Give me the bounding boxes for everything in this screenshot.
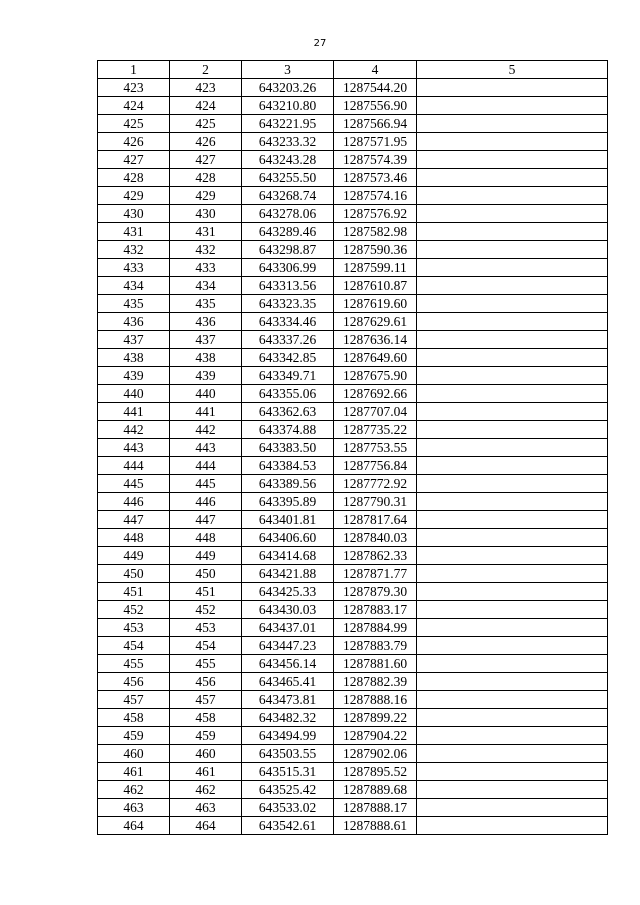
table-row bbox=[98, 421, 608, 439]
table-cell-col-5 bbox=[417, 241, 608, 259]
table-cell-col-4: 1287707.04 bbox=[334, 403, 417, 421]
table-row bbox=[98, 781, 608, 799]
table-cell-col-3: 643289.46 bbox=[242, 223, 334, 241]
table-cell-col-1: 427 bbox=[98, 151, 170, 169]
table-cell-col-1: 438 bbox=[98, 349, 170, 367]
column-header-2: 2 bbox=[170, 61, 242, 79]
table-cell-col-5 bbox=[417, 385, 608, 403]
table-cell-col-3: 643456.14 bbox=[242, 655, 334, 673]
table-cell-col-1: 454 bbox=[98, 637, 170, 655]
table-cell-col-1: 450 bbox=[98, 565, 170, 583]
table-cell-col-1: 443 bbox=[98, 439, 170, 457]
table-cell-col-5 bbox=[417, 331, 608, 349]
table-cell-col-4: 1287566.94 bbox=[334, 115, 417, 133]
table-cell-col-3: 643334.46 bbox=[242, 313, 334, 331]
table-cell-col-2: 440 bbox=[170, 385, 242, 403]
table-cell-col-5 bbox=[417, 817, 608, 835]
table-cell-col-2: 439 bbox=[170, 367, 242, 385]
table-row bbox=[98, 169, 608, 187]
table-cell-col-5 bbox=[417, 619, 608, 637]
table-cell-col-4: 1287574.39 bbox=[334, 151, 417, 169]
table-cell-col-3: 643255.50 bbox=[242, 169, 334, 187]
table-cell-col-4: 1287888.16 bbox=[334, 691, 417, 709]
table-cell-col-5 bbox=[417, 169, 608, 187]
table-cell-col-1: 425 bbox=[98, 115, 170, 133]
table-cell-col-3: 643203.26 bbox=[242, 79, 334, 97]
table-cell-col-4: 1287883.17 bbox=[334, 601, 417, 619]
table-cell-col-5 bbox=[417, 277, 608, 295]
table-cell-col-5 bbox=[417, 97, 608, 115]
table-cell-col-4: 1287840.03 bbox=[334, 529, 417, 547]
table-cell-col-4: 1287610.87 bbox=[334, 277, 417, 295]
table-cell-col-4: 1287817.64 bbox=[334, 511, 417, 529]
table-cell-col-5 bbox=[417, 457, 608, 475]
table-cell-col-3: 643482.32 bbox=[242, 709, 334, 727]
table-row bbox=[98, 691, 608, 709]
table-cell-col-5 bbox=[417, 691, 608, 709]
table-row bbox=[98, 547, 608, 565]
table-cell-col-3: 643362.63 bbox=[242, 403, 334, 421]
table-cell-col-2: 426 bbox=[170, 133, 242, 151]
table-cell-col-1: 460 bbox=[98, 745, 170, 763]
table-cell-col-5 bbox=[417, 349, 608, 367]
table-cell-col-3: 643430.03 bbox=[242, 601, 334, 619]
table-header bbox=[98, 61, 608, 79]
table-cell-col-3: 643425.33 bbox=[242, 583, 334, 601]
table-cell-col-5 bbox=[417, 133, 608, 151]
table-cell-col-2: 451 bbox=[170, 583, 242, 601]
table-cell-col-2: 431 bbox=[170, 223, 242, 241]
table-cell-col-5 bbox=[417, 529, 608, 547]
table-cell-col-4: 1287619.60 bbox=[334, 295, 417, 313]
table-cell-col-4: 1287571.95 bbox=[334, 133, 417, 151]
table-cell-col-2: 442 bbox=[170, 421, 242, 439]
table-cell-col-5 bbox=[417, 205, 608, 223]
table-row bbox=[98, 403, 608, 421]
table-cell-col-4: 1287881.60 bbox=[334, 655, 417, 673]
table-cell-col-2: 438 bbox=[170, 349, 242, 367]
table-cell-col-5 bbox=[417, 745, 608, 763]
table-row bbox=[98, 295, 608, 313]
table-cell-col-5 bbox=[417, 781, 608, 799]
table-cell-col-4: 1287574.16 bbox=[334, 187, 417, 205]
table-cell-col-2: 433 bbox=[170, 259, 242, 277]
table-cell-col-3: 643374.88 bbox=[242, 421, 334, 439]
table-cell-col-4: 1287629.61 bbox=[334, 313, 417, 331]
table-row bbox=[98, 565, 608, 583]
table-cell-col-3: 643533.02 bbox=[242, 799, 334, 817]
table-cell-col-2: 443 bbox=[170, 439, 242, 457]
table-cell-col-2: 455 bbox=[170, 655, 242, 673]
table-cell-col-4: 1287649.60 bbox=[334, 349, 417, 367]
table-cell-col-1: 428 bbox=[98, 169, 170, 187]
table-cell-col-2: 445 bbox=[170, 475, 242, 493]
table-cell-col-3: 643437.01 bbox=[242, 619, 334, 637]
table-cell-col-3: 643342.85 bbox=[242, 349, 334, 367]
table-cell-col-2: 459 bbox=[170, 727, 242, 745]
table-cell-col-5 bbox=[417, 763, 608, 781]
table-cell-col-2: 444 bbox=[170, 457, 242, 475]
table-row bbox=[98, 583, 608, 601]
table-cell-col-3: 643210.80 bbox=[242, 97, 334, 115]
table-cell-col-4: 1287556.90 bbox=[334, 97, 417, 115]
table-cell-col-2: 452 bbox=[170, 601, 242, 619]
table-row bbox=[98, 331, 608, 349]
table-cell-col-3: 643278.06 bbox=[242, 205, 334, 223]
table-row bbox=[98, 655, 608, 673]
table-cell-col-5 bbox=[417, 601, 608, 619]
table-row bbox=[98, 799, 608, 817]
header-row bbox=[98, 61, 608, 79]
table-cell-col-4: 1287790.31 bbox=[334, 493, 417, 511]
table-cell-col-5 bbox=[417, 583, 608, 601]
table-row bbox=[98, 673, 608, 691]
table-row bbox=[98, 97, 608, 115]
table-cell-col-3: 643503.55 bbox=[242, 745, 334, 763]
table-cell-col-2: 456 bbox=[170, 673, 242, 691]
table-cell-col-5 bbox=[417, 709, 608, 727]
table-cell-col-2: 458 bbox=[170, 709, 242, 727]
table-cell-col-1: 430 bbox=[98, 205, 170, 223]
table-cell-col-4: 1287590.36 bbox=[334, 241, 417, 259]
table-cell-col-2: 425 bbox=[170, 115, 242, 133]
table-cell-col-5 bbox=[417, 439, 608, 457]
table-cell-col-5 bbox=[417, 403, 608, 421]
table-cell-col-2: 448 bbox=[170, 529, 242, 547]
table-row bbox=[98, 529, 608, 547]
table-cell-col-3: 643349.71 bbox=[242, 367, 334, 385]
table-row bbox=[98, 241, 608, 259]
table-cell-col-1: 451 bbox=[98, 583, 170, 601]
table-cell-col-3: 643384.53 bbox=[242, 457, 334, 475]
table-cell-col-3: 643337.26 bbox=[242, 331, 334, 349]
table-cell-col-1: 449 bbox=[98, 547, 170, 565]
table-cell-col-4: 1287904.22 bbox=[334, 727, 417, 745]
table-cell-col-1: 426 bbox=[98, 133, 170, 151]
table-cell-col-5 bbox=[417, 655, 608, 673]
table-cell-col-1: 452 bbox=[98, 601, 170, 619]
table-cell-col-3: 643383.50 bbox=[242, 439, 334, 457]
table-cell-col-1: 429 bbox=[98, 187, 170, 205]
table-cell-col-1: 457 bbox=[98, 691, 170, 709]
table-cell-col-2: 437 bbox=[170, 331, 242, 349]
table-cell-col-1: 434 bbox=[98, 277, 170, 295]
table-cell-col-2: 454 bbox=[170, 637, 242, 655]
table-cell-col-3: 643355.06 bbox=[242, 385, 334, 403]
table-cell-col-5 bbox=[417, 367, 608, 385]
table-cell-col-1: 461 bbox=[98, 763, 170, 781]
table-cell-col-4: 1287884.99 bbox=[334, 619, 417, 637]
table-cell-col-5 bbox=[417, 79, 608, 97]
table-cell-col-1: 445 bbox=[98, 475, 170, 493]
table-cell-col-2: 450 bbox=[170, 565, 242, 583]
table-row bbox=[98, 313, 608, 331]
table-row bbox=[98, 115, 608, 133]
table-cell-col-5 bbox=[417, 511, 608, 529]
page-number: 27 bbox=[313, 38, 327, 49]
table-cell-col-4: 1287882.39 bbox=[334, 673, 417, 691]
table-row bbox=[98, 79, 608, 97]
table-cell-col-1: 453 bbox=[98, 619, 170, 637]
table-row bbox=[98, 277, 608, 295]
table-cell-col-5 bbox=[417, 565, 608, 583]
table-cell-col-3: 643542.61 bbox=[242, 817, 334, 835]
table-cell-col-2: 436 bbox=[170, 313, 242, 331]
table-row bbox=[98, 259, 608, 277]
table-cell-col-3: 643313.56 bbox=[242, 277, 334, 295]
table-cell-col-1: 448 bbox=[98, 529, 170, 547]
table-cell-col-1: 455 bbox=[98, 655, 170, 673]
column-header-5: 5 bbox=[417, 61, 608, 79]
table-cell-col-3: 643515.31 bbox=[242, 763, 334, 781]
table-cell-col-4: 1287889.68 bbox=[334, 781, 417, 799]
table-row bbox=[98, 205, 608, 223]
table-row bbox=[98, 817, 608, 835]
table-cell-col-3: 643414.68 bbox=[242, 547, 334, 565]
table-cell-col-3: 643233.32 bbox=[242, 133, 334, 151]
table-cell-col-5 bbox=[417, 727, 608, 745]
table-cell-col-3: 643401.81 bbox=[242, 511, 334, 529]
table-cell-col-5 bbox=[417, 313, 608, 331]
table-cell-col-2: 447 bbox=[170, 511, 242, 529]
table-row bbox=[98, 187, 608, 205]
table-cell-col-2: 441 bbox=[170, 403, 242, 421]
table-cell-col-1: 459 bbox=[98, 727, 170, 745]
table-cell-col-3: 643221.95 bbox=[242, 115, 334, 133]
table-cell-col-4: 1287888.61 bbox=[334, 817, 417, 835]
table-body bbox=[98, 79, 608, 835]
table-cell-col-5 bbox=[417, 673, 608, 691]
table-cell-col-2: 432 bbox=[170, 241, 242, 259]
table-cell-col-4: 1287544.20 bbox=[334, 79, 417, 97]
table-cell-col-2: 461 bbox=[170, 763, 242, 781]
table-cell-col-2: 464 bbox=[170, 817, 242, 835]
table-row bbox=[98, 151, 608, 169]
table-row bbox=[98, 709, 608, 727]
table-cell-col-4: 1287735.22 bbox=[334, 421, 417, 439]
table-cell-col-1: 437 bbox=[98, 331, 170, 349]
table-cell-col-4: 1287902.06 bbox=[334, 745, 417, 763]
table-cell-col-2: 463 bbox=[170, 799, 242, 817]
table-cell-col-4: 1287599.11 bbox=[334, 259, 417, 277]
table-cell-col-1: 442 bbox=[98, 421, 170, 439]
table-cell-col-4: 1287899.22 bbox=[334, 709, 417, 727]
table-cell-col-5 bbox=[417, 115, 608, 133]
table-cell-col-2: 462 bbox=[170, 781, 242, 799]
table-row bbox=[98, 493, 608, 511]
table-cell-col-4: 1287753.55 bbox=[334, 439, 417, 457]
table-cell-col-1: 432 bbox=[98, 241, 170, 259]
table-cell-col-1: 458 bbox=[98, 709, 170, 727]
table-cell-col-2: 449 bbox=[170, 547, 242, 565]
table-cell-col-5 bbox=[417, 493, 608, 511]
table-cell-col-5 bbox=[417, 259, 608, 277]
table-cell-col-2: 457 bbox=[170, 691, 242, 709]
table-cell-col-2: 429 bbox=[170, 187, 242, 205]
table-cell-col-1: 436 bbox=[98, 313, 170, 331]
table-cell-col-5 bbox=[417, 295, 608, 313]
table-cell-col-1: 446 bbox=[98, 493, 170, 511]
table-cell-col-1: 447 bbox=[98, 511, 170, 529]
table-cell-col-2: 460 bbox=[170, 745, 242, 763]
table-cell-col-4: 1287582.98 bbox=[334, 223, 417, 241]
table-cell-col-4: 1287692.66 bbox=[334, 385, 417, 403]
table-row bbox=[98, 385, 608, 403]
table-cell-col-2: 428 bbox=[170, 169, 242, 187]
column-header-1: 1 bbox=[98, 61, 170, 79]
table-cell-col-1: 440 bbox=[98, 385, 170, 403]
table-cell-col-1: 435 bbox=[98, 295, 170, 313]
coordinates-table bbox=[97, 60, 608, 835]
table-cell-col-3: 643243.28 bbox=[242, 151, 334, 169]
table-cell-col-4: 1287888.17 bbox=[334, 799, 417, 817]
table-cell-col-2: 435 bbox=[170, 295, 242, 313]
table-cell-col-2: 446 bbox=[170, 493, 242, 511]
table-cell-col-4: 1287675.90 bbox=[334, 367, 417, 385]
table-row bbox=[98, 763, 608, 781]
table-cell-col-1: 439 bbox=[98, 367, 170, 385]
column-header-4: 4 bbox=[334, 61, 417, 79]
table-cell-col-5 bbox=[417, 637, 608, 655]
table-cell-col-4: 1287636.14 bbox=[334, 331, 417, 349]
table-cell-col-5 bbox=[417, 799, 608, 817]
table-cell-col-4: 1287883.79 bbox=[334, 637, 417, 655]
table-cell-col-1: 444 bbox=[98, 457, 170, 475]
table-cell-col-4: 1287576.92 bbox=[334, 205, 417, 223]
table-cell-col-1: 462 bbox=[98, 781, 170, 799]
table-row bbox=[98, 223, 608, 241]
table-cell-col-2: 424 bbox=[170, 97, 242, 115]
table-row bbox=[98, 619, 608, 637]
table-cell-col-4: 1287756.84 bbox=[334, 457, 417, 475]
table-row bbox=[98, 439, 608, 457]
column-header-3: 3 bbox=[242, 61, 334, 79]
table-cell-col-3: 643389.56 bbox=[242, 475, 334, 493]
table-cell-col-5 bbox=[417, 187, 608, 205]
table-cell-col-4: 1287895.52 bbox=[334, 763, 417, 781]
table-cell-col-3: 643525.42 bbox=[242, 781, 334, 799]
table-cell-col-3: 643421.88 bbox=[242, 565, 334, 583]
table-cell-col-1: 463 bbox=[98, 799, 170, 817]
table-cell-col-1: 433 bbox=[98, 259, 170, 277]
table-row bbox=[98, 637, 608, 655]
table-cell-col-3: 643268.74 bbox=[242, 187, 334, 205]
table-row bbox=[98, 367, 608, 385]
table-cell-col-3: 643494.99 bbox=[242, 727, 334, 745]
table-cell-col-1: 441 bbox=[98, 403, 170, 421]
table-row bbox=[98, 349, 608, 367]
table-cell-col-1: 424 bbox=[98, 97, 170, 115]
table-cell-col-3: 643406.60 bbox=[242, 529, 334, 547]
table-cell-col-2: 453 bbox=[170, 619, 242, 637]
table-row bbox=[98, 475, 608, 493]
table-cell-col-1: 456 bbox=[98, 673, 170, 691]
table-cell-col-5 bbox=[417, 421, 608, 439]
table-row bbox=[98, 745, 608, 763]
table-cell-col-3: 643465.41 bbox=[242, 673, 334, 691]
table-cell-col-5 bbox=[417, 475, 608, 493]
table-cell-col-3: 643447.23 bbox=[242, 637, 334, 655]
table-cell-col-3: 643298.87 bbox=[242, 241, 334, 259]
table-cell-col-4: 1287871.77 bbox=[334, 565, 417, 583]
table-cell-col-3: 643323.35 bbox=[242, 295, 334, 313]
table-row bbox=[98, 133, 608, 151]
table-cell-col-4: 1287862.33 bbox=[334, 547, 417, 565]
table-cell-col-2: 423 bbox=[170, 79, 242, 97]
table-cell-col-5 bbox=[417, 151, 608, 169]
table-cell-col-3: 643473.81 bbox=[242, 691, 334, 709]
table-row bbox=[98, 457, 608, 475]
table-row bbox=[98, 601, 608, 619]
table-cell-col-3: 643395.89 bbox=[242, 493, 334, 511]
table-cell-col-4: 1287573.46 bbox=[334, 169, 417, 187]
table-cell-col-2: 427 bbox=[170, 151, 242, 169]
table-cell-col-4: 1287879.30 bbox=[334, 583, 417, 601]
table-cell-col-3: 643306.99 bbox=[242, 259, 334, 277]
table-cell-col-4: 1287772.92 bbox=[334, 475, 417, 493]
table-row bbox=[98, 511, 608, 529]
table-cell-col-1: 464 bbox=[98, 817, 170, 835]
table-cell-col-1: 423 bbox=[98, 79, 170, 97]
table-cell-col-5 bbox=[417, 547, 608, 565]
table-cell-col-2: 434 bbox=[170, 277, 242, 295]
table-cell-col-1: 431 bbox=[98, 223, 170, 241]
table-cell-col-5 bbox=[417, 223, 608, 241]
table-cell-col-2: 430 bbox=[170, 205, 242, 223]
table-row bbox=[98, 727, 608, 745]
